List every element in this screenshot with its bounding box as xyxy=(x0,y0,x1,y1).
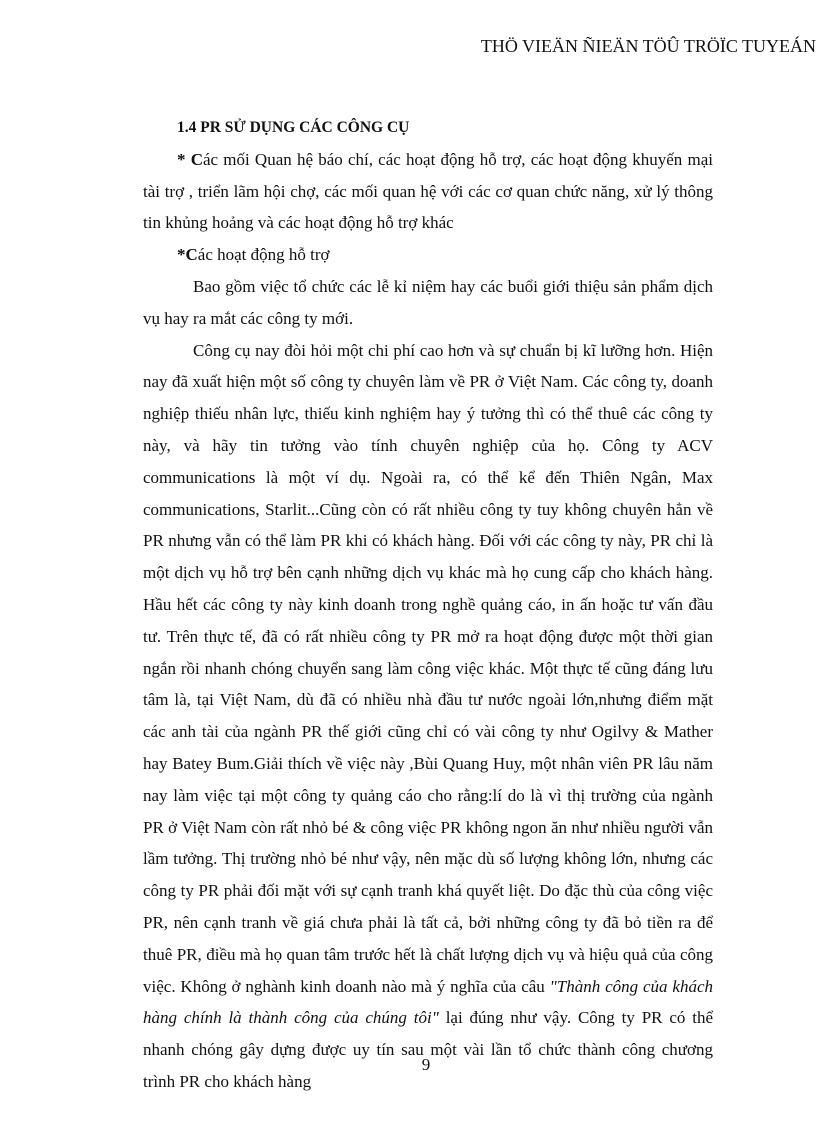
section-heading: 1.4 PR SỬ DỤNG CÁC CÔNG CỤ xyxy=(177,119,410,136)
page-header-title: THÖ VIEÄN ÑIEÄN TÖÛ TRÖÏC TUYEÁN xyxy=(480,36,816,56)
page-number: 9 xyxy=(421,1055,431,1074)
bullet-star: * C xyxy=(177,149,203,169)
paragraph-pr-companies xyxy=(143,335,713,1098)
paragraph-events: Bao gồm việc tổ chức các lễ kỉ niệm hay các buổi giới thiệu sản phẩm dịch vụ hay ra mắt các công ty mới. xyxy=(143,276,713,328)
bullet-paragraph xyxy=(143,144,713,239)
subheading-star: *C xyxy=(177,245,198,265)
paragraph-pr-companies-end: lại đúng như vậy. Công ty PR có thể nhanh chóng gây dựng được uy tín sau một vài lần tổ chức thành công chương trình PR cho khách hàng xyxy=(143,1008,713,1091)
quote-text: "Thành công của khách hàng chính là thành công của chúng tôi" xyxy=(143,976,713,1028)
subheading-text: ác hoạt động hỗ trợ xyxy=(197,245,330,265)
bullet-text: ác mối Quan hệ báo chí, các hoạt động hỗ trợ, các hoạt động khuyến mại tài trợ , triển lãm hội chợ, các mối quan hệ với các cơ quan chức năng, xử lý thông tin khủng hoảng và các hoạt động hỗ trợ khác xyxy=(143,149,713,233)
document-body xyxy=(143,112,713,1098)
paragraph-pr-companies-text: Công cụ nay đòi hỏi một chi phí cao hơn và sự chuẩn bị kĩ lưỡng hơn. Hiện nay đã xuất hiện một số công ty chuyên làm về PR ở Việt Nam. Các công ty, doanh nghiệp thiếu nhân lực, thiếu kinh nghiệm hay ý tưởng thì có thể thuê các công ty này, và hãy tin tưởng vào tính chuyên nghiệp của họ. Công ty ACV communications là một ví dụ. Ngoài ra, có thể kể đến Thiên Ngân, Max communications, Starlit...Cũng còn có rất nhiều công ty tuy không chuyên hẳn về PR nhưng vẫn có thể làm PR khi có khách hàng. Đối với các công ty này, PR chỉ là một dịch vụ hỗ trợ bên cạnh những dịch vụ khác mà họ cung cấp cho khách hàng. Hầu hết các công ty này kinh doanh trong nghề quảng cáo, in ấn hoặc tư vấn đầu tư. Trên thực tế, đã có rất nhiều công ty PR mở ra hoạt động được một thời gian ngắn rồi nhanh chóng chuyển sang làm công việc khác. Một thực tế cũng đáng lưu tâm là, tại Việt Nam, dù đã có nhiều nhà đầu tư nước ngoài lớn,nhưng điểm mặt các anh tài của ngành PR thế giới cũng chỉ có vài công ty như Ogilvy & Mather hay Batey Bum.Giải thích về việc này ,Bùi Quang Huy, một nhân viên PR lâu năm nay làm việc tại một công ty quảng cáo cho rằng:lí do là vì thị trường của ngành PR ở Việt Nam còn rất nhỏ bé & công việc PR không ngon ăn như nhiều người vẫn lầm tưởng. Thị trường nhỏ bé như vậy, nên mặc dù số lượng không lớn, nhưng các công ty PR phải đối mặt với sự cạnh tranh khá quyết liệt. Do đặc thù của công việc PR, nên cạnh tranh về giá chưa phải là tất cả, bởi những công ty đã bỏ tiền ra để thuê PR, điều mà họ quan tâm trước hết là chất lượng dịch vụ và hiệu quả của công việc. Không ở nghành kinh doanh nào mà ý nghĩa của câu xyxy=(143,340,713,996)
subheading-paragraph xyxy=(143,239,713,271)
